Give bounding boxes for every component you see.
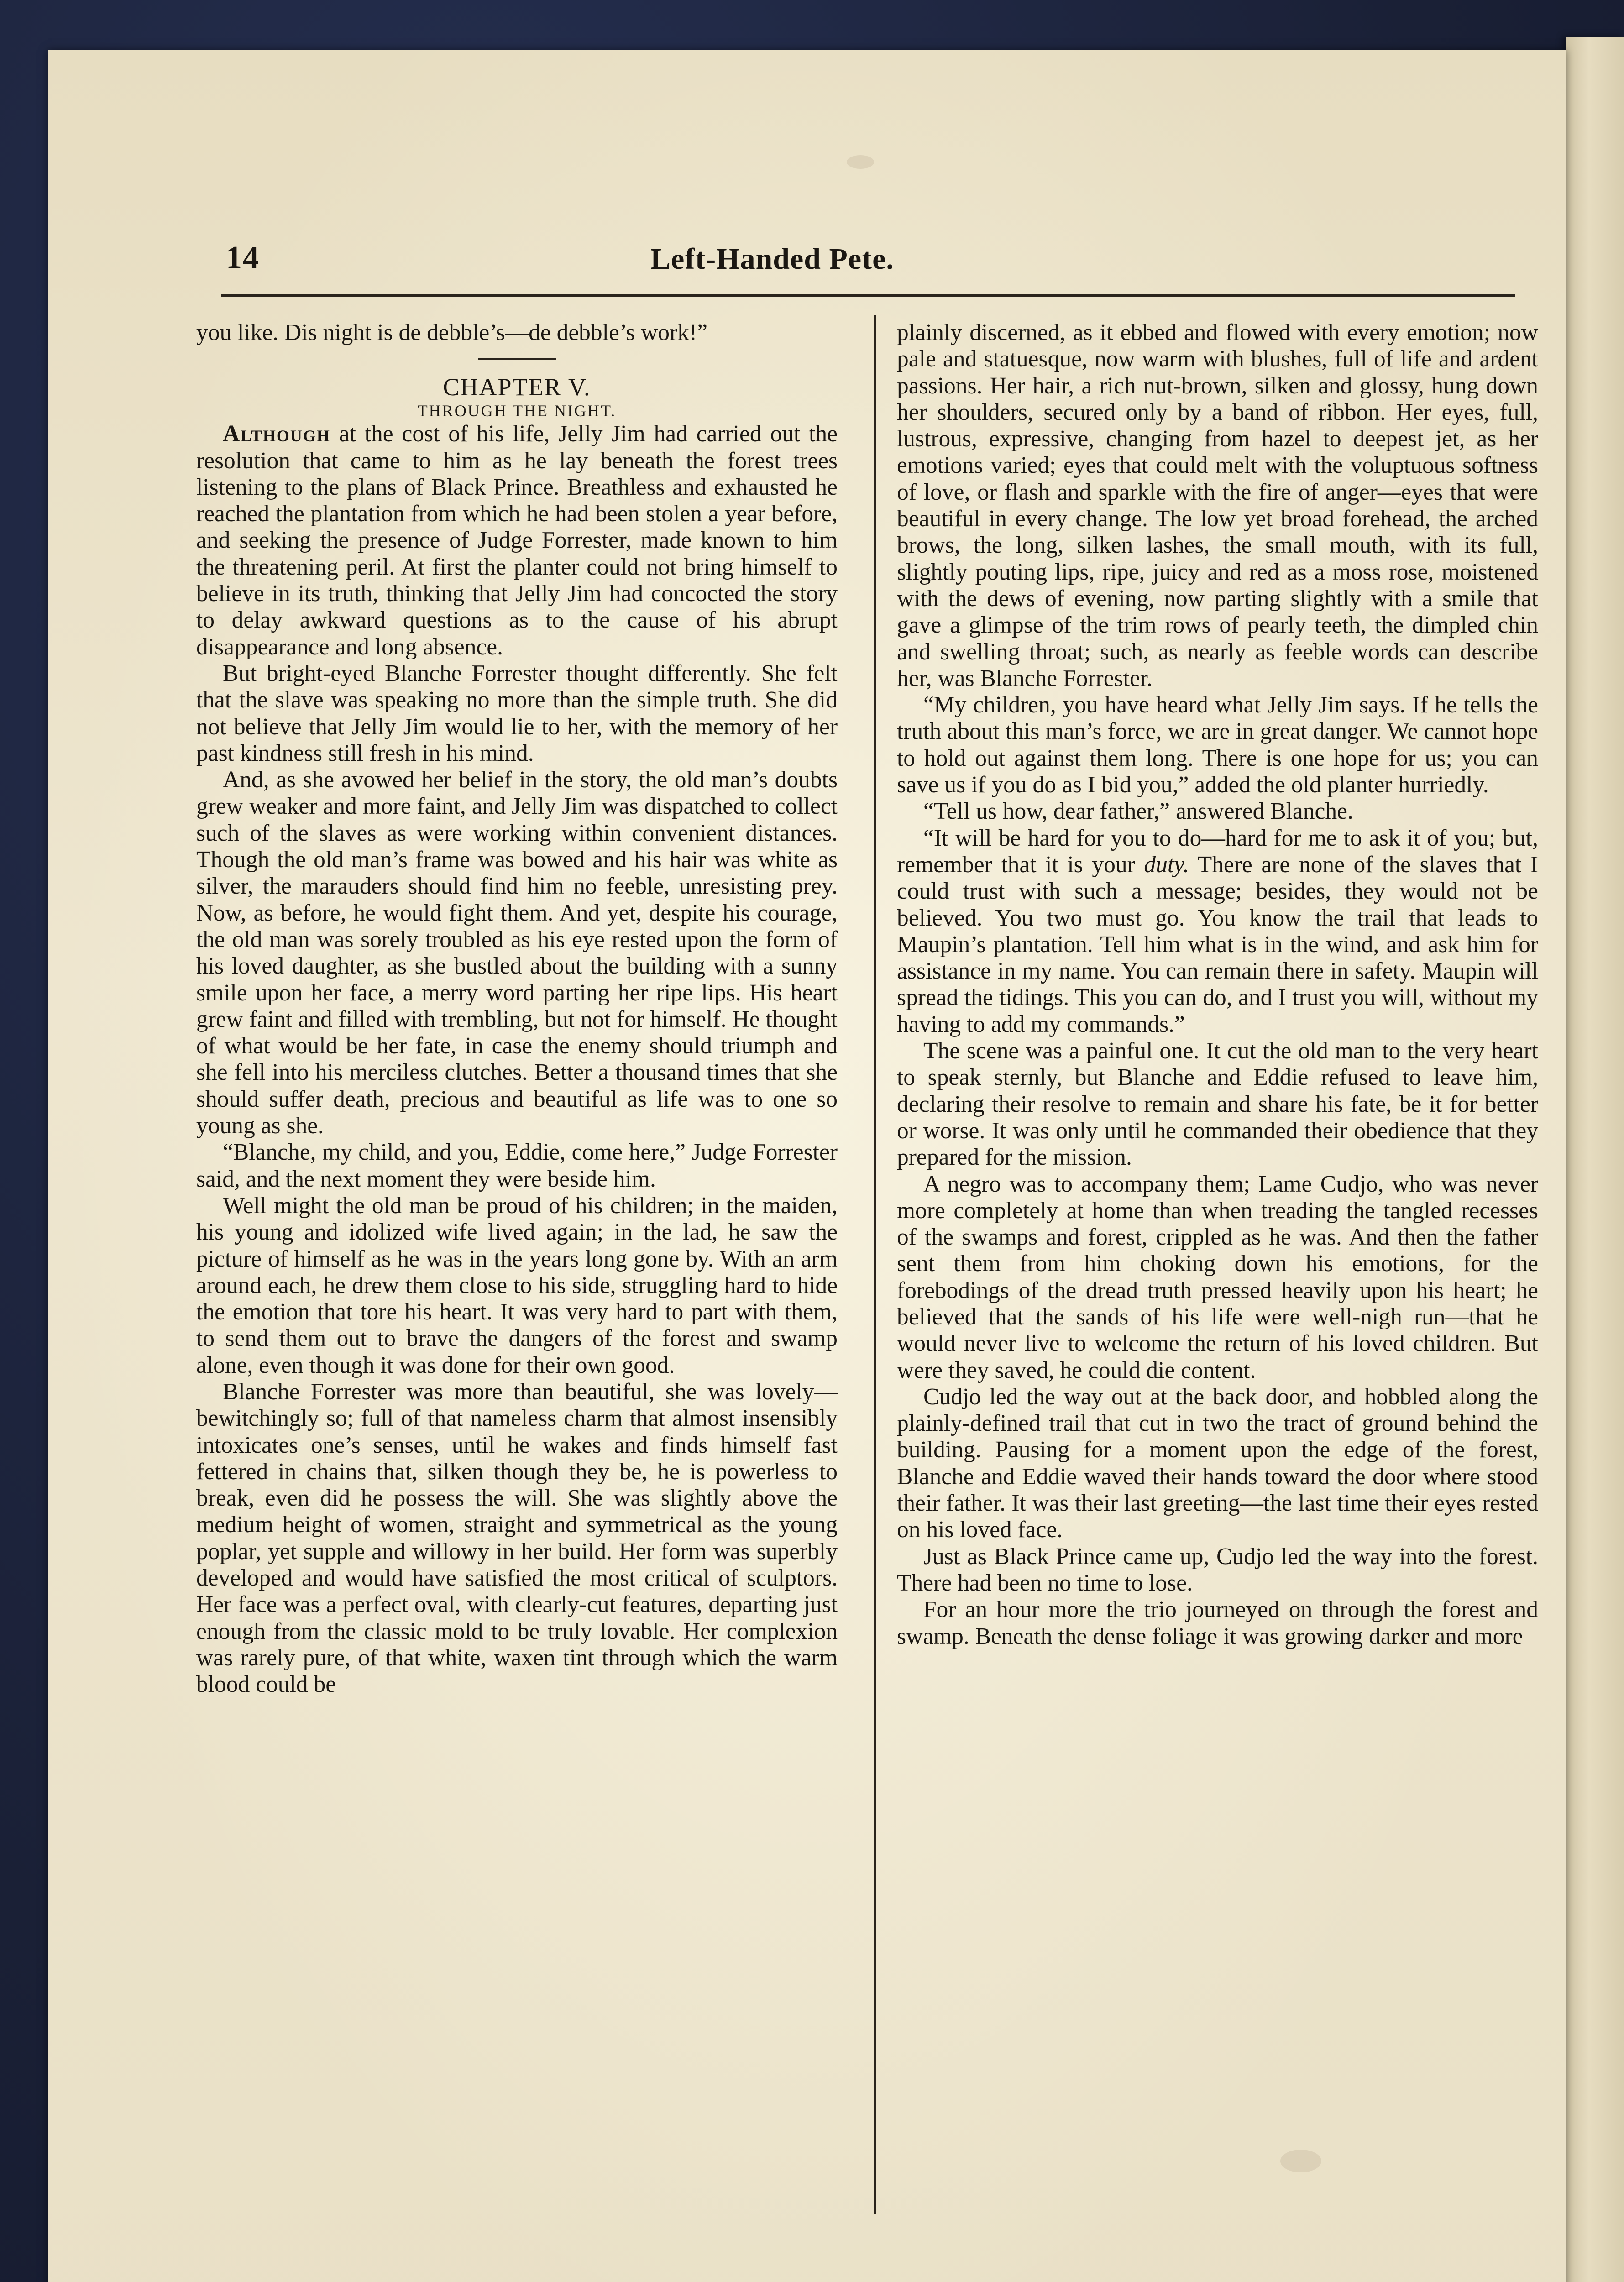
paragraph: A negro was to accompany them; Lame Cudjo, who was never more completely at home than when treading the tangled recesses of the swamps and forest, crippled as he was. And then the father sent them from him choking down his emotions, for the forebodings of the dread truth pressed heavily upon his heart; he believed that the sands of his life were well-nigh run—that he would never live to welcome the return of his loved children. But were they saved, he could die content. — [897, 1171, 1538, 1383]
running-header — [48, 50, 1566, 276]
paragraph: “Blanche, my child, and you, Eddie, come here,” Judge Forrester said, and the next moment they were beside him. — [196, 1139, 838, 1192]
paragraph — [196, 421, 838, 660]
paragraph: “My children, you have heard what Jelly Jim says. If he tells the truth about this man’s force, we are in great danger. We cannot hope to hold out against them long. There is one hope for us; you can save us if you do as I bid you,” added the old planter hurriedly. — [897, 692, 1538, 798]
paragraph: The scene was a painful one. It cut the old man to the very heart to speak sternly, but Blanche and Eddie refused to leave him, declaring their resolve to remain and share his fate, be it for better or worse. It was only until he commanded their obedience that they prepared for the mission. — [897, 1038, 1538, 1171]
paragraph — [897, 825, 1538, 1038]
column-divider — [874, 315, 876, 2214]
book-page — [48, 50, 1566, 2282]
paragraph: But bright-eyed Blanche Forrester thought differently. She felt that the slave was speaking no more than the simple truth. She did not believe that Jelly Jim would lie to her, with the memory of her past kindness still fresh in his mind. — [196, 660, 838, 766]
paragraph: plainly discerned, as it ebbed and flowed with every emotion; now pale and statuesque, now warm with blushes, full of life and ardent passions. Her hair, a rich nut-brown, silken and glossy, hung down her shoulders, secured only by a band of ribbon. Her eyes, full, lustrous, expressive, changing from hazel to deepest jet, as her emotions varied; eyes that could melt with the voluptuous softness of love, or flash and sparkle with the fire of anger—eyes that were beautiful in every change. The low yet broad forehead, the arched brows, the long, silken lashes, the small mouth, with its full, slightly pouting lips, ripe, juicy and red as a moss rose, moistened with the dews of evening, now parting slightly with a smile that gave a glimpse of the trim rows of pearly teeth, the dimpled chin and swelling throat; such, as nearly as feeble words can describe her, was Blanche Forrester. — [897, 319, 1538, 691]
paragraph: “Tell us how, dear father,” answered Blanche. — [923, 798, 1353, 825]
adjacent-page-edge — [1566, 37, 1624, 2282]
section-separator — [478, 358, 556, 360]
paragraph-text: at the cost of his life, Jelly Jim had carried out the resolution that came to him as he lay beneath the forest trees listening to the plans of Black Prince. Breathless and exhausted he reached the plantation from which he had been stolen a year before, and seeking the presence of Judge Forrester, made known to him the threatening peril. At first the planter could not bring himself to believe in its truth, thinking that Jelly Jim had concocted the story to delay awkward questions as to the cause of his abrupt disappearance and long absence. — [196, 421, 838, 660]
paragraph-text: There are none of the slaves that I could trust with such a message; besides, they would not be believed. You two must go. You know the trail that leads to Maupin’s plantation. Tell him what is in the wind, and ask him for assistance in my name. You can remain there in safety. Maupin will spread the tidings. This you can do, and I trust you will, without my having to add my commands.” — [897, 851, 1538, 1037]
paragraph-text: “It will be hard for you to do—hard for me to ask it of you; but, remember that it is your — [897, 825, 1538, 878]
paragraph: For an hour more the trio journeyed on through the forest and swamp. Beneath the dense foliage it was growing darker and more — [897, 1596, 1538, 1649]
left-column — [196, 319, 838, 2223]
paragraph: And, as she avowed her belief in the story, the old man’s doubts grew weaker and more faint, and Jelly Jim was dispatched to collect such of the slaves as were working within convenient distances. Though the old man’s frame was bowed and his hair was white as silver, the marauders should find him no feeble, unresisting prey. Now, as before, he would fight them. And yet, despite his courage, the old man was sorely troubled as his eye rested upon the form of his loved daughter, as she bustled about the building with a sunny smile upon her face, a merry word parting her ripe lips. His heart grew faint and filled with trembling, but not for himself. He thought of what would be her fate, in case the enemy should triumph and she fell into his merciless clutches. Better a thousand times that she should suffer death, precious and beautiful as life was to one so young as she. — [196, 767, 838, 1139]
emphasis-text: duty. — [1144, 851, 1189, 878]
chapter-subheading: THROUGH THE NIGHT. — [417, 402, 617, 420]
paragraph: Just as Black Prince came up, Cudjo led the way into the forest. There had been no time to lose. — [897, 1543, 1538, 1596]
header-rule — [221, 294, 1515, 297]
paragraph: Blanche Forrester was more than beautiful, she was lovely—bewitchingly so; full of that nameless charm that almost insensibly intoxicates one’s senses, until he wakes and finds himself fast fettered in chains that, silken though they be, he is powerless to break, even did he possess the will. She was slightly above the medium height of women, straight and symmetrical as the young poplar, yet supple and willowy in her build. Her form was superbly developed and would have satisfied the most critical of sculptors. Her face was a perfect oval, with clearly-cut features, departing just enough from the classic mold to be truly lovable. Her complexion was rarely pure, of that white, waxen tint through which the warm blood could be — [196, 1378, 838, 1698]
paragraph: Well might the old man be proud of his children; in the maiden, his young and idolized wife lived again; in the lad, he saw the picture of himself as he was in the years long gone by. With an arm around each, he drew them close to his side, struggling hard to hide the emotion that tore his heart. It was very hard to part with them, to send them out to brave the dangers of the forest and swamp alone, even though it was done for their own good. — [196, 1192, 838, 1378]
right-column — [897, 319, 1538, 2223]
page-title: Left-Handed Pete. — [650, 242, 894, 276]
paragraph-lead-word: Although — [223, 421, 330, 447]
chapter-heading: CHAPTER V. — [443, 373, 591, 401]
paragraph: Cudjo led the way out at the back door, and hobbled along the plainly-defined trail that cut in two the tract of ground behind the building. Pausing for a moment upon the edge of the forest, Blanche and Eddie waved their hands toward the door where stood their father. It was their last greeting—the last time their eyes rested on his loved face. — [897, 1383, 1538, 1543]
page-number: 14 — [226, 240, 260, 275]
paragraph: you like. Dis night is de debble’s—de debble’s work!” — [196, 319, 707, 345]
